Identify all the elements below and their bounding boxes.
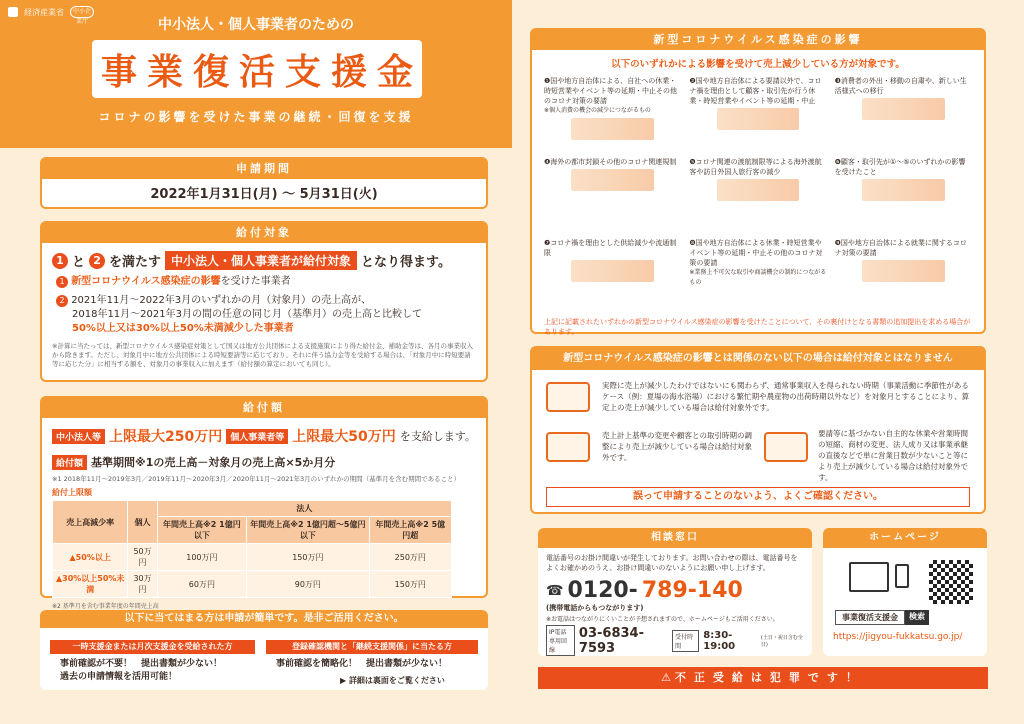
lead-text: を満たす [109,255,162,270]
amount-note1: ※1 2018年11月～2019年3月／2019年11月～2020年3月／2020年11月～2021年3月のいずれかの期間（基準月を含む期間であること） [52,475,461,483]
contact-ip-note: ※お電話はつながりにくいことが予想されますので、ホームページもご活用ください。 [546,616,779,623]
item1-emph: 新型コロナウイルス感染症の影響 [71,276,221,287]
homepage-box [823,528,987,656]
table-cell: ▲30%以上50%未満 [53,571,128,598]
ind-value: 上限最大50万円 [292,429,396,445]
period-label: 申請期間 [42,159,486,179]
globe-lock-icon [571,169,653,191]
title-char: 活 [238,50,275,93]
ip-tag: IP電話専用回線 [546,625,575,656]
table-row [53,571,452,598]
impact-item [689,238,826,315]
easy-more-link[interactable]: ▶ 詳細は裏面をご覧ください [340,676,445,685]
number-badge: 1 [52,253,68,269]
homepage-url[interactable]: https://jigyou-fukkatsu.go.jp/ [833,632,963,642]
table-cell: ▲50%以上 [53,544,128,571]
not-covered-warning: 誤って申請することのないよう、よくご確認ください。 [546,487,970,507]
qr-code-icon[interactable] [929,560,973,604]
impact-item [544,238,681,315]
limit-label: 給付上限額 [52,488,92,497]
table-cell: 90万円 [247,571,370,598]
lock-calendar-icon [571,118,653,140]
search-button[interactable]: 検索 [905,610,929,625]
title-char: 支 [285,50,322,93]
impact-text: ❸消費者の外出・移動の自粛や、新しい生活様式への移行 [834,77,967,95]
homepage-label: ホームページ [823,528,987,548]
period-card [40,157,488,209]
formula-tag: 給付額 [52,455,87,470]
impact-text: ❶国や地方自治体による、自社への休業・時短営業やイベント等の延期・中止その他のコロナ対策の要請 [544,77,677,105]
impact-foot: 上記に記載されたいずれかの新型コロナウイルス感染症の影響を受けたことについて、その裏付けとなる書類の追加提出を求める場合があります。 [544,318,971,336]
target-item-2b: 2018年11月～2021年3月の間の任意の同じ月（基準月）の売上高と比較して [72,309,422,320]
easy-right-1: 事前確認を簡略化！ 提出書類が少ない！ [276,659,448,669]
formula-row [52,454,476,470]
ind-tag: 個人事業者等 [226,429,288,444]
target-label: 給付対象 [42,223,486,243]
freedial [546,578,804,603]
amount-note2: ※2 基準月を含む事業年度の年間売上高 [52,603,159,610]
impact-card [530,28,986,334]
monitor-icon [849,562,889,592]
mascot-logo: 中小企業庁 [70,6,94,18]
amount-tail: を支給します。 [399,430,476,443]
contact-label: 相談窓口 [538,528,812,548]
search-text: 事業復活支援金 [835,610,905,625]
impact-text: ❽国や地方自治体による休業・時短営業やイベント等の延期・中止その他のコロナ対策の要請 [689,239,823,267]
number-badge: 1 [56,276,68,288]
shop-icon [862,179,944,201]
contact-text: 電話番号のお掛け間違いが発生しております。お問い合わせの際は、電話番号をよくお確かめのうえ、お掛け間違いのないようにお願い申し上げます。 [546,554,798,572]
amount-row [52,426,476,446]
warning-icon: ⚠ [661,671,675,684]
target-tag: 中小法人・個人事業者が給付対象 [165,251,357,270]
impact-label: 新型コロナウイルス感染症の影響 [532,30,984,50]
table-cell: 60万円 [157,571,246,598]
tel-number[interactable]: 789-140 [641,578,743,603]
easy-box [40,610,488,690]
table-cell: 250万円 [369,544,451,571]
table-cell: 150万円 [369,571,451,598]
lead-text: と [72,255,86,270]
impact-text: ❷国や地方自治体による要請以外で、コロナ禍を理由として顧客・取引先が行う休業・時短営業やイベント等の延期・中止 [689,77,822,105]
ministry-name: 経済産業省 [24,7,64,17]
table-header: 年間売上高※2 5億円超 [369,517,451,544]
beach-umbrella-icon [546,382,590,412]
phone-icon: ☎ [546,582,564,599]
table-cell: 30万円 [128,571,157,598]
limit-table [52,500,452,598]
table-cell: 100万円 [157,544,246,571]
table-header: 年間売上高※2 1億円以下 [157,517,246,544]
office-workers-icon [862,260,944,282]
impact-text: ❾国や地方自治体による就業に関するコロナ対策の要請 [834,239,967,257]
target-note: ※計算に当たっては、新型コロナウイルス感染症対策として国又は地方公共団体による支援施策により得た給付金、補助金等は、各月の事業収入から除きます。ただし、対象月中に地方公共団体による時短要請等に応じており、それに伴う協力金等を受給する場合は、「対象月中に時短要請等に応じた分」に相当する額を、対象月の事業収入に加えます（給付額の算定においても同じ）。 [52,342,474,368]
impact-text: ❼コロナ禍を理由とした供給減少や流通制限 [544,239,677,257]
lead-text: となり得ます。 [361,255,452,270]
number-badge: 2 [89,253,105,269]
target-item-2c: 50%以上又は30%以上50%未満減少した事業者 [72,323,294,334]
impact-text: ❹海外の都市封鎖その他のコロナ関連規制 [544,158,677,166]
remote-work-icon [862,98,944,120]
easy-title: 以下に当てはまる方は申請が簡単です。是非ご活用ください。 [40,610,488,628]
impact-item [689,76,826,153]
target-card [40,221,488,382]
amount-card [40,396,488,610]
not-covered-p1: 実際に売上が減少したわけではないにも関わらず、通常事業収入を得られない時期（事業活動に季節性があるケース（例：夏場の海水浴場）における繁忙期や農産物の出荷時期以外など）を対象月とすることにより、算定上の売上が減少している場合は給付対象外です。 [602,381,970,412]
item1-text: を受けた事業者 [220,276,291,287]
truck-ship-icon [571,260,653,282]
contact-mobile: (携帯電話からもつながります) [546,604,644,612]
travelers-icon [717,179,799,201]
not-covered-card [530,346,986,514]
table-cell: 50万円 [128,544,157,571]
header-subtitle: コロナの影響を受けた事業の継続・回復を支援 [98,110,414,124]
title-char: 援 [331,50,368,93]
ip-row [546,625,804,656]
easy-right-tag: 登録確認機関と「継続支援関係」に当たる方 [266,640,478,654]
period-dates: 2022年1月31日(月) ～ 5月31日(火) [150,187,378,202]
impact-item [835,76,972,153]
impact-text: ❺コロナ関連の渡航制限等による海外渡航客や訪日外国人旅行客の減少 [689,158,822,176]
title-char: 復 [192,50,229,93]
impact-sub: 以下のいずれかによる影響を受けて売上減少している方が対象です。 [611,59,905,70]
table-header: 法人 [157,501,451,517]
easy-left-tag: 一時支援金または月次支援金を受給された方 [50,640,255,654]
target-item-1 [56,275,486,289]
formula-text: 基準期間※1の売上高－対象月の売上高×5か月分 [91,456,336,469]
impact-item [835,238,972,315]
calendar-icon [764,432,808,462]
table-row [53,544,452,571]
smartphone-icon [895,564,909,588]
hours-value: 8:30-19:00 [703,629,736,652]
fraud-alert-text: 不正受給は犯罪です！ [674,671,865,684]
title-char: 事 [100,50,137,93]
impact-note: ※個人消費の機会の減少につながるもの [544,107,651,114]
title-char: 金 [377,50,414,93]
ip-number[interactable]: 03-6834-7593 [578,625,644,656]
hours-tag: 受付時間 [672,630,699,652]
table-header: 個人 [128,501,157,544]
number-badge: 2 [56,295,68,307]
not-covered-p3: 要請等に基づかない自主的な休業や営業時間の短縮、商材の変更、法人成り又は事業承継の直後などで単に営業日数が少ないこと等により売上が減少している場合は給付対象外です。 [818,429,968,482]
search-box[interactable] [835,610,929,625]
title-char: 業 [146,50,183,93]
easy-left-1: 事前確認が不要！ 提出書類が少ない！ [60,659,223,669]
impact-text: ❻顧客・取引先が①～⑤のいずれかの影響を受けたこと [834,158,966,176]
table-cell: 150万円 [247,544,370,571]
impact-grid [544,76,972,315]
target-item-2 [56,294,486,308]
hours-note: (土日・祝日含む全日) [760,634,803,648]
tel-prefix: 0120- [567,578,638,603]
not-covered-p2: 売上計上基準の変更や顧客との取引時期の調整により売上が減少している場合は給付対象外です。 [602,431,752,462]
invoice-icon [546,432,590,462]
table-header: 年間売上高※2 1億円超～5億円以下 [247,517,370,544]
table-header: 売上高減少率 [53,501,128,544]
impact-item [544,157,681,234]
item2-text: 2021年11月～2022年3月のいずれかの月（対象月）の売上高が、 [71,295,372,306]
target-lead [52,251,476,270]
fraud-alert [538,667,988,689]
impact-note: ※業務上不可欠な取引や商談機会の制約につながるもの [689,269,827,286]
header-lead: 中小法人・個人事業者のための [158,17,354,33]
stadium-icon [717,108,799,130]
easy-left-2: 過去の申請情報を活用可能！ [60,672,178,682]
impact-item [689,157,826,234]
header-banner [0,0,512,148]
page-title [92,40,422,98]
impact-item [544,76,681,153]
amount-label: 給付額 [42,398,486,418]
contact-box [538,528,812,656]
impact-item [835,157,972,234]
corp-tag: 中小法人等 [52,429,105,444]
not-covered-title: 新型コロナウイルス感染症の影響とは関係のない以下の場合は給付対象とはなりません [532,348,984,370]
corp-value: 上限最大250万円 [109,429,223,445]
